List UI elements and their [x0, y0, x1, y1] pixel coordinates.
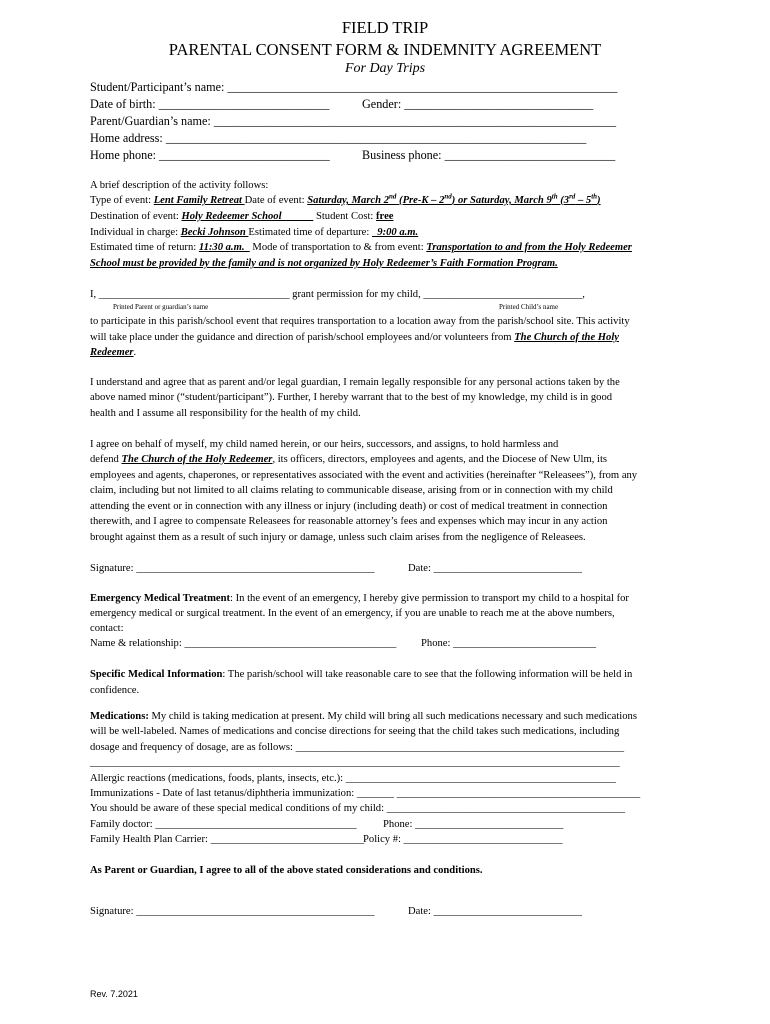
- date-field-1[interactable]: Date: ____________________________: [408, 563, 582, 574]
- indemnity-line-1: I agree on behalf of myself, my child named herein, or our heirs, successors, and assigns, to hold harmless and: [90, 439, 559, 450]
- event-date-value: Saturday, March 2nd (Pre-K – 2nd) or Saturday, March 9th (3rd – 5th): [307, 192, 601, 206]
- in-charge-value: Becki Johnson: [180, 227, 249, 238]
- home-address-field[interactable]: Home address: _____________________________________________________________________: [90, 131, 587, 145]
- gender-field[interactable]: Gender: _______________________________: [362, 97, 594, 111]
- event-type-label: Type of event:: [90, 195, 154, 206]
- departure-value: 9:00 a.m.: [371, 227, 419, 238]
- form-subtitle: For Day Trips: [344, 61, 426, 76]
- permission-text-line-2: to participate in this parish/school event that requires transportation to a location away from the parish/school site. This activity: [90, 316, 630, 327]
- permission-text-line-3: will take place under the guidance and direction of parish/school employees and/or volunteers from The Church of the Holy: [90, 332, 619, 343]
- emergency-line-3: contact:: [90, 623, 124, 634]
- indemnity-line-3: employees and agents, chaperones, or representatives associated with the event and activities (hereinafter “Releasees”), from any: [90, 470, 638, 481]
- destination-label: Destination of event:: [90, 211, 182, 222]
- business-phone-field[interactable]: Business phone: ____________________________: [362, 148, 616, 162]
- transport-value-2: School must be provided by the family and is not organized by Holy Redeemer’s Faith Formation Program.: [90, 258, 558, 269]
- doctor-phone-field[interactable]: Phone: ____________________________: [383, 819, 564, 830]
- health-plan-field[interactable]: Family Health Plan Carrier: _____________________________: [90, 834, 365, 845]
- medical-conditions-field[interactable]: You should be aware of these special medical conditions of my child: _____________________________________________: [90, 803, 626, 814]
- medications-line-2: will be well-labeled. Names of medications and concise directions for seeing that the child takes such medications, including: [90, 726, 620, 737]
- cost-label: Student Cost:: [313, 211, 377, 222]
- family-doctor-field[interactable]: Family doctor: ______________________________________: [90, 819, 357, 830]
- signature-field-1[interactable]: Signature: _____________________________________________: [90, 563, 375, 574]
- permission-text-line-4: Redeemer.: [90, 347, 137, 358]
- medications-extra-field[interactable]: ____________________________________________________________________________________________________: [90, 757, 620, 768]
- date-field-2[interactable]: Date: ____________________________: [408, 906, 582, 917]
- return-value: 11:30 a.m.: [198, 242, 250, 253]
- indemnity-line-2: defend The Church of the Holy Redeemer, its officers, directors, employees and agents, and the Diocese of New Ulm, its: [90, 454, 608, 465]
- medications-line-1: Medications: My child is taking medication at present. My child will bring all such medications necessary and such medications: [90, 711, 637, 722]
- child-name-caption: Printed Child’s name: [499, 303, 559, 311]
- destination-line: [90, 210, 393, 223]
- emergency-heading: Emergency Medical Treatment: [90, 593, 231, 604]
- medications-heading: Medications:: [90, 711, 149, 722]
- specific-medical-line-1: Specific Medical Information: The parish/school will take reasonable care to see that the following information will be held in: [90, 669, 633, 680]
- indemnity-line-6: therewith, and I agree to compensate Releasees for reasonable attorney’s fees and expenses which may incur in any action: [90, 516, 608, 527]
- revision-label: Rev. 7.2021: [90, 989, 138, 999]
- policy-number-field[interactable]: Policy #: ______________________________: [363, 834, 563, 845]
- responsibility-line-3: health and I assume all responsibility for the health of my child.: [90, 408, 361, 419]
- responsibility-line-2: above named minor (“student/participant”). Further, I hereby warrant that to the best of my knowledge, my child is in good: [90, 392, 613, 403]
- event-date-label: Date of event:: [244, 195, 308, 206]
- agreement-statement: As Parent or Guardian, I agree to all of the above stated considerations and conditions.: [90, 865, 483, 876]
- departure-label: Estimated time of departure:: [248, 227, 372, 238]
- immunizations-field[interactable]: Immunizations - Date of last tetanus/diphtheria immunization: _______ ______________________________________________: [90, 788, 641, 799]
- permission-line[interactable]: I, ____________________________________ grant permission for my child, ______________________________,: [90, 289, 585, 300]
- in-charge-line: [90, 226, 418, 239]
- medications-dosage-field[interactable]: dosage and frequency of dosage, are as follows: ______________________________________________________________: [90, 742, 625, 753]
- destination-value: Holy Redeemer School: [181, 211, 314, 222]
- specific-medical-line-2: confidence.: [90, 685, 140, 696]
- signature-field-2[interactable]: Signature: _____________________________________________: [90, 906, 375, 917]
- emergency-line-1: Emergency Medical Treatment: In the event of an emergency, I hereby give permission to transport my child to a hospital for: [90, 593, 629, 604]
- parent-name-caption: Printed Parent or guardian’s name: [113, 303, 209, 311]
- home-phone-field[interactable]: Home phone: ____________________________: [90, 148, 330, 162]
- activity-intro: A brief description of the activity follows:: [90, 180, 269, 191]
- responsibility-line-1: I understand and agree that as parent and/or legal guardian, I remain legally responsible for any personal actions taken by the: [90, 377, 620, 388]
- form-title-line-2: PARENTAL CONSENT FORM & INDEMNITY AGREEMENT: [168, 40, 602, 59]
- return-label: Estimated time of return:: [90, 242, 199, 253]
- student-name-field[interactable]: Student/Participant’s name: ________________________________________________________________: [90, 80, 618, 94]
- guardian-name-field[interactable]: Parent/Guardian’s name: __________________________________________________________________: [90, 114, 617, 128]
- organization-name: The Church of the Holy: [514, 332, 619, 343]
- allergic-reactions-field[interactable]: Allergic reactions (medications, foods, plants, insects, etc.): ___________________________________________________: [90, 773, 616, 784]
- emergency-contact-field[interactable]: Name & relationship: ________________________________________: [90, 638, 397, 649]
- emergency-phone-field[interactable]: Phone: ___________________________: [421, 638, 597, 649]
- cost-value: free: [376, 211, 394, 222]
- event-type-line: [90, 194, 601, 207]
- indemnity-line-7: brought against them as a result of such injury or damage, unless such claim arises from the negligence of Releasees.: [90, 532, 586, 543]
- indemnity-line-5: attending the event or in connection with any illness or injury (including death) or cost of medical treatment in connection: [90, 501, 608, 512]
- date-of-birth-field[interactable]: Date of birth: ____________________________: [90, 97, 330, 111]
- transport-value-1: Transportation to and from the Holy Redeemer: [426, 242, 632, 253]
- transport-label: Mode of transportation to & from event:: [249, 242, 427, 253]
- indemnity-line-4: claim, including but not limited to all claims relating to communicable disease, arising from or in connection with my child: [90, 485, 613, 496]
- form-title-line-1: FIELD TRIP: [341, 18, 429, 37]
- emergency-line-2: emergency medical or surgical treatment. In the event of an emergency, if you are unable to reach me at the above numbers,: [90, 608, 615, 619]
- in-charge-label: Individual in charge:: [90, 227, 181, 238]
- event-type-value: Lent Family Retreat: [153, 195, 245, 206]
- return-line: [90, 241, 632, 254]
- specific-medical-heading: Specific Medical Information: [90, 669, 223, 680]
